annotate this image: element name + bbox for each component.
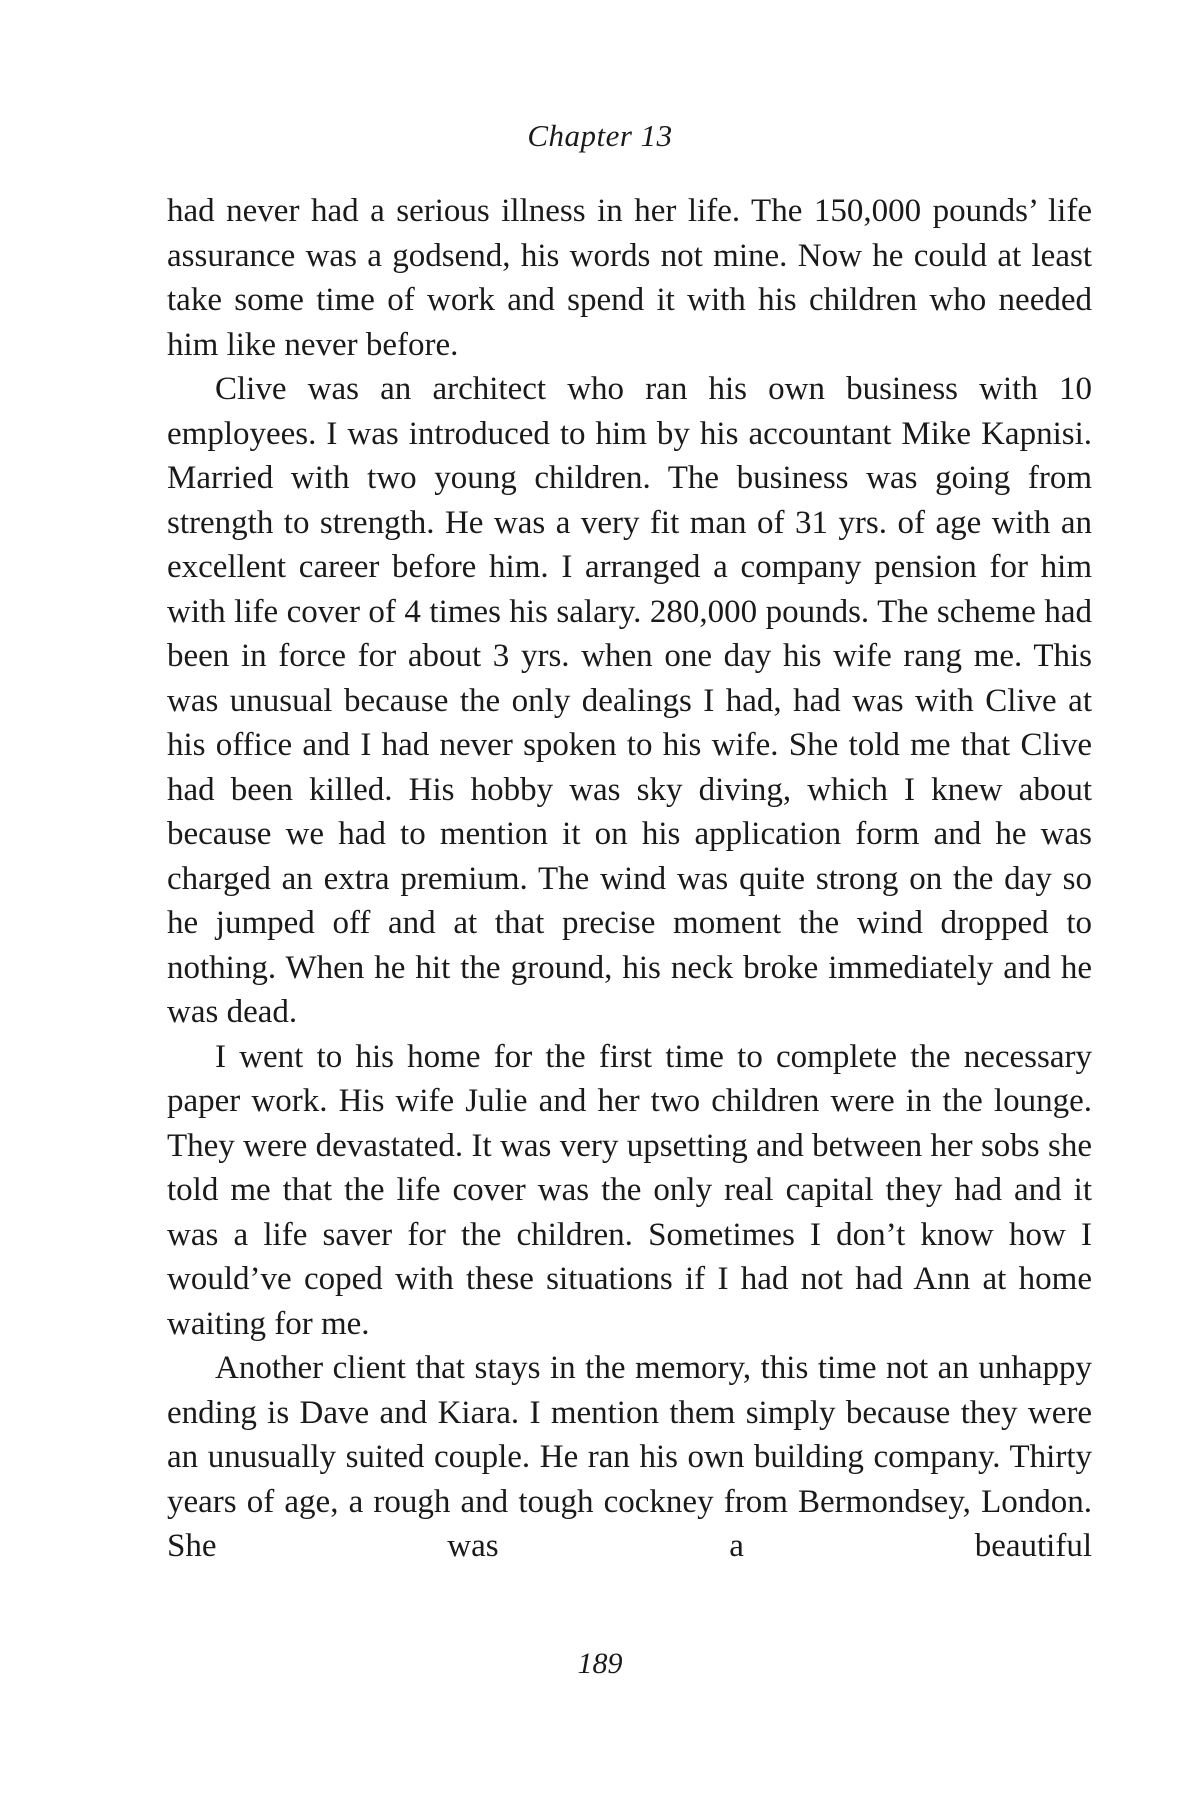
paragraph-continuation: had never had a serious illness in her life. The 150,000 pounds’ life assurance was a godsend, his words not mine. Now he could at least take some time of work and spend it with his children who needed him like never before. [167,193,1092,363]
paragraph-dave-kiara: Another client that stays in the memory, this time not an unhappy ending is Dave and Kiara. I mention them simply because they were an unusually suited couple. He ran his own building company. Thirty years of age, a rough and tough cockney from Bermondsey, London. She was a beautiful [167,1350,1092,1564]
paragraph-clive: Clive was an architect who ran his own business with 10 employees. I was introduced to him by his accountant Mike Kapnisi. Married with two young children. The business was going from strength to strength. He was a very fit man of 31 yrs. of age with an excellent career before him. I arranged a company pension for him with life cover of 4 times his salary. 280,000 pounds. The scheme had been in force for about 3 yrs. when one day his wife rang me. This was unusual because the only dealings I had, had was with Clive at his office and I had never spoken to his wife. She told me that Clive had been killed. His hobby was sky diving, which I knew about because we had to mention it on his application form and he was charged an extra premium. The wind was quite strong on the day so he jumped off and at that precise moment the wind dropped to nothing. When he hit the ground, his neck broke immediately and he was dead. [167,371,1092,1030]
running-head: Chapter 13 [527,118,673,153]
paragraph-home-visit: I went to his home for the first time to complete the necessary paper work. His wife Julie and her two children were in the lounge. They were devastated. It was very upsetting and between her sobs she told me that the life cover was the only real capital they had and it was a life saver for the children. Sometimes I don’t know how I would’ve coped with these situations if I had not had Ann at home waiting for me. [167,1038,1092,1342]
page-number: 189 [577,1647,623,1680]
body-text [167,189,1092,1569]
